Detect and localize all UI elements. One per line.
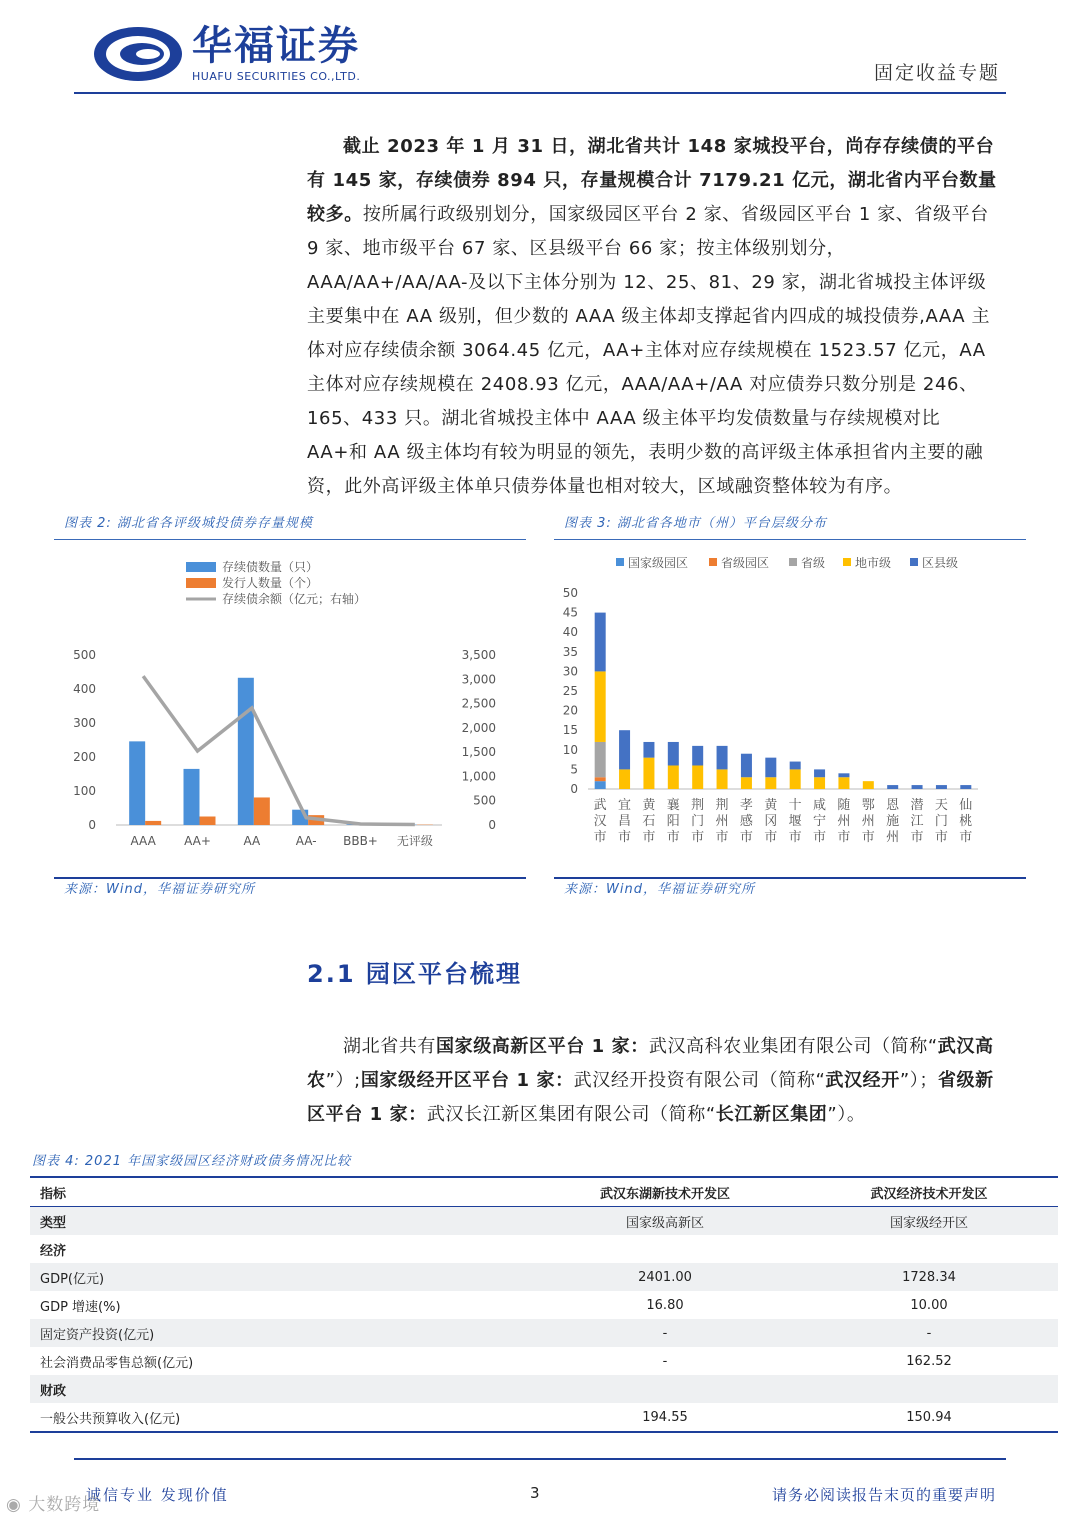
legend-label: 发行人数量（个）: [222, 576, 319, 590]
chart-city-platform-levels: [554, 545, 1026, 875]
bar-segment: [717, 746, 728, 770]
p2-bold: 武汉经开: [825, 1070, 900, 1091]
x-tick-label: 感: [739, 814, 753, 829]
table-row: [30, 1347, 1058, 1375]
table-cell: -: [662, 1353, 668, 1369]
x-tick-label: 市: [788, 830, 802, 845]
bar-segment: [668, 742, 679, 766]
table-row: [30, 1263, 1058, 1291]
bar-segment: [595, 742, 606, 777]
x-tick-label: 石: [642, 814, 656, 829]
bar: [145, 821, 161, 825]
legend-label: 地市级: [855, 556, 892, 570]
y-tick-label: 35: [562, 644, 578, 659]
table-header-row: [30, 1177, 1058, 1207]
watermark: [6, 1490, 100, 1515]
table-cell: 1728.34: [800, 1263, 1058, 1291]
x-tick-label: 宁: [813, 814, 827, 829]
legend-swatch: [186, 562, 216, 572]
x-tick-label: 市: [715, 830, 729, 845]
x-tick-label: 咸: [813, 798, 827, 813]
y-tick-label: 100: [73, 784, 96, 798]
y-tick-label: 400: [73, 682, 96, 696]
figure-2-caption: 图表 2: 湖北省各评级城投债券存量规模: [64, 516, 313, 531]
y-tick-label: 5: [570, 762, 578, 777]
bar-segment: [692, 765, 703, 789]
y-tick-label: 0: [88, 818, 96, 832]
bar-segment: [790, 762, 801, 770]
y-tick-label: 20: [562, 703, 578, 718]
bar-segment: [863, 781, 874, 789]
p2-text: ”）。: [827, 1104, 866, 1125]
bar-segment: [643, 742, 654, 758]
p2-bold: 武汉高农: [307, 1036, 994, 1091]
y-tick-label: 200: [73, 750, 96, 764]
brand-name: 华福证券: [192, 23, 360, 69]
x-tick-label: 随: [837, 798, 851, 813]
table-row: [30, 1291, 1058, 1319]
chart-rating-bond-stock: [54, 545, 526, 875]
figure-3-source: 来源：Wind，华福证券研究所: [564, 882, 755, 897]
p2-text: 武汉高科农业集团有限公司（简称“: [648, 1036, 938, 1057]
y2-tick-label: 3,000: [461, 672, 496, 687]
x-tick-label: 桃: [959, 814, 973, 829]
legend-label: 省级园区: [721, 556, 770, 570]
table-cell: [530, 1375, 800, 1403]
y2-tick-label: 500: [473, 793, 496, 808]
y-tick-label: 25: [562, 684, 578, 698]
legend-swatch: [789, 558, 797, 566]
table-cell: 2401.00: [530, 1263, 800, 1291]
x-tick-label: 市: [618, 830, 632, 845]
legend-swatch: [186, 578, 216, 588]
x-tick-label: 市: [837, 830, 851, 845]
table-cell: 150.94: [800, 1403, 1058, 1432]
table-cell-label: 社会消费品零售总额(亿元): [40, 1355, 194, 1371]
y-tick-label: 300: [73, 716, 96, 730]
bar: [254, 797, 270, 825]
bar-segment: [741, 777, 752, 789]
bar: [238, 678, 254, 825]
x-tick-label: 市: [959, 830, 973, 845]
x-tick-label: 州: [886, 830, 900, 845]
x-tick-label: 黄: [642, 798, 656, 813]
figure-3-caption: 图表 3: 湖北省各地市（州）平台层级分布: [564, 516, 827, 531]
table-cell: [800, 1375, 1058, 1403]
x-tick-label: 汉: [593, 814, 607, 829]
x-tick-label: 宜: [618, 798, 632, 813]
y-tick-label: 0: [570, 782, 578, 796]
x-tick-label: 市: [739, 830, 753, 845]
footer-divider: [74, 1458, 1006, 1460]
x-tick-label: 施: [886, 814, 900, 829]
paragraph-2: [307, 1030, 1003, 1132]
bar-segment: [595, 613, 606, 672]
y-tick-label: 50: [562, 586, 578, 600]
bar-segment: [595, 781, 606, 789]
footer-disclaimer: 请务必阅读报告末页的重要声明: [771, 1486, 996, 1504]
x-tick-label: 市: [642, 830, 656, 845]
bar-segment: [595, 777, 606, 781]
x-tick-label: 阳: [666, 814, 680, 829]
bar: [184, 769, 200, 825]
x-tick-label: 门: [934, 814, 948, 829]
p2-text: 武汉经开投资有限公司（简称“: [573, 1070, 826, 1091]
bar-segment: [790, 769, 801, 789]
x-tick-label: 荆: [715, 798, 729, 813]
x-tick-label: 冈: [764, 814, 778, 829]
y-tick-label: 500: [73, 648, 96, 662]
legend-label: 存续债余额（亿元；右轴）: [222, 592, 367, 606]
x-tick-label: 门: [691, 814, 705, 829]
bar-segment: [595, 671, 606, 742]
paragraph-1-bold: 截止 2023 年 1 月 31 日，湖北省共计 148 家城投平台，尚存存续债的平台有 145 家，存续债券 894 只，存量规模合计 7179.21 亿元，湖北省内平台数量较多。: [307, 136, 997, 225]
bar-segment: [887, 785, 898, 789]
y2-tick-label: 2,000: [461, 720, 496, 735]
y2-tick-label: 3,500: [461, 648, 496, 662]
legend-label: 区县级: [922, 556, 959, 570]
x-tick-label: BBB+: [343, 834, 378, 848]
table-cell-label: 经济: [40, 1243, 67, 1259]
bar-segment: [619, 730, 630, 769]
table-cell: [530, 1235, 800, 1263]
x-tick-label: 襄: [666, 798, 680, 813]
x-tick-label: AAA: [130, 834, 156, 848]
bar-segment: [814, 769, 825, 777]
y-tick-label: 10: [562, 742, 578, 757]
bar-segment: [912, 785, 923, 789]
p2-bold: 国家级经开区平台 1 家：: [360, 1070, 574, 1091]
paragraph-1: [307, 130, 1003, 504]
bar-segment: [717, 769, 728, 789]
x-tick-label: 孝: [739, 798, 753, 813]
table-row: [30, 1375, 1058, 1403]
p2-text: ”）;: [325, 1070, 361, 1091]
y-tick-label: 40: [562, 625, 578, 640]
brand-name-en: HUAFU SECURITIES CO.,LTD.: [192, 70, 361, 83]
table-cell-label: 一般公共预算收入(亿元): [30, 1403, 530, 1432]
x-tick-label: 市: [666, 830, 680, 845]
x-tick-label: 仙: [959, 798, 973, 813]
table-cell: 194.55: [530, 1403, 800, 1432]
bar-segment: [936, 785, 947, 789]
table-cell: -: [530, 1319, 800, 1347]
table-cell-label: GDP(亿元): [30, 1263, 530, 1291]
x-tick-label: 市: [934, 830, 948, 845]
x-tick-label: 州: [837, 814, 851, 829]
table-row: [30, 1403, 1058, 1432]
table-cell: 10.00: [910, 1297, 948, 1313]
section-title: 2.1 园区平台梳理: [307, 960, 522, 988]
footer-slogan: 诚信专业 发现价值: [86, 1486, 229, 1504]
bar-segment: [741, 754, 752, 778]
x-tick-label: 堰: [788, 814, 802, 829]
x-tick-label: 市: [861, 830, 875, 845]
legend-label: 国家级园区: [628, 556, 689, 570]
y-tick-label: 15: [562, 723, 578, 738]
table-cell-label: 类型: [30, 1207, 530, 1236]
legend-label: 省级: [801, 556, 826, 570]
table-row: [30, 1235, 1058, 1263]
x-tick-label: AA: [243, 834, 261, 848]
table-cell: 国家级高新区: [530, 1207, 800, 1236]
figure-2-source: 来源：Wind，华福证券研究所: [64, 882, 255, 897]
x-tick-label: 江: [910, 814, 924, 829]
x-tick-label: 市: [764, 830, 778, 845]
table-cell-label: 财政: [30, 1375, 530, 1403]
x-tick-label: 昌: [618, 814, 632, 829]
page-number: 3: [530, 1484, 540, 1502]
table-header-cell: 武汉东湖新技术开发区: [530, 1177, 800, 1207]
x-tick-label: 鄂: [861, 798, 875, 813]
bar-segment: [619, 769, 630, 789]
table-cell: -: [800, 1319, 1058, 1347]
bar-segment: [814, 777, 825, 789]
x-tick-label: 市: [813, 830, 827, 845]
legend-label: 存续债数量（只）: [222, 560, 319, 574]
legend-swatch: [843, 558, 851, 566]
x-tick-label: 市: [910, 830, 924, 845]
table-4-caption: 图表 4: 2021 年国家级园区经济财政债务情况比较: [32, 1154, 352, 1169]
x-tick-label: 黄: [764, 798, 778, 813]
x-tick-label: 武: [593, 798, 607, 813]
p2-bold: 国家级高新区平台 1 家：: [436, 1036, 649, 1057]
figure-3-top-rule: [554, 539, 1026, 540]
bar-segment: [765, 758, 776, 778]
x-tick-label: 十: [788, 798, 802, 813]
table-cell: [800, 1235, 1058, 1263]
watermark-text: 大数跨境: [28, 1495, 101, 1515]
paragraph-1-body: 按所属行政级别划分，国家级园区平台 2 家、省级园区平台 1 家、省级平台 9 家、地市级平台 67 家、区县级平台 66 家；按主体级别划分，AAA/AA+/AA/AA-及以下主体分别为 12、25、81、29 家，湖北省城投主体评级主要集中在 AA 级别，但少数的 AAA 级主体却支撑起省内四成的城投债券,AAA 主体对应存续债余额 3064.45 亿元，AA+主体对应存续规模在 1523.57 亿元，AA 主体对应存续规模在 2408.93 亿元，AAA/AA+/AA 对应债券只数分别是 246、165、433 只。湖北省城投主体中 AAA 级主体平均发债数量与存续规模对比 AA+和 AA 级主体均有较为明显的领先，表明少数的高评级主体承担省内主要的融资，此外高评级主体单只债券体量也相对较大，区域融资整体较为有序。: [307, 204, 991, 497]
x-tick-label: 潜: [910, 798, 924, 813]
y2-tick-label: 2,500: [461, 696, 496, 711]
x-tick-label: AA-: [295, 834, 317, 848]
p2-bold: 长江新区集团: [715, 1104, 828, 1125]
p2-text: 武汉长江新区集团有限公司（简称“: [426, 1104, 716, 1125]
x-tick-label: 市: [593, 830, 607, 845]
bar-segment: [838, 777, 849, 789]
table-header-cell: 指标: [30, 1177, 530, 1207]
table-header-cell: 武汉经济技术开发区: [800, 1177, 1058, 1207]
bar: [129, 741, 145, 825]
legend-swatch: [910, 558, 918, 566]
table-row: [30, 1207, 1058, 1236]
figure-2-top-rule: [54, 539, 526, 540]
x-tick-label: 无评级: [396, 834, 433, 848]
y2-tick-label: 1,500: [461, 745, 496, 760]
p2-text: 湖北省共有: [343, 1036, 436, 1057]
huafu-logo-icon: [92, 24, 184, 84]
table-cell-label: GDP 增速(%): [40, 1299, 121, 1315]
y2-tick-label: 0: [488, 818, 496, 832]
legend-swatch: [709, 558, 717, 566]
table-cell-label: 固定资产投资(亿元): [30, 1319, 530, 1347]
bar-segment: [668, 765, 679, 789]
legend-swatch: [616, 558, 624, 566]
x-tick-label: AA+: [184, 834, 211, 848]
y-tick-label: 30: [562, 664, 578, 679]
table-cell: 16.80: [646, 1297, 684, 1313]
bar-segment: [838, 773, 849, 777]
table-4: [30, 1176, 1058, 1433]
bar-segment: [960, 785, 971, 789]
bar-segment: [765, 777, 776, 789]
x-tick-label: 荆: [691, 798, 705, 813]
y2-tick-label: 1,000: [461, 769, 496, 784]
x-tick-label: 州: [715, 814, 729, 829]
x-tick-label: 恩: [886, 798, 900, 813]
bar: [200, 817, 216, 826]
header-divider: [74, 92, 1006, 94]
p2-bold: 省级新区平台 1 家：: [307, 1070, 994, 1125]
report-type: 固定收益专题: [873, 62, 1000, 84]
x-tick-label: 市: [691, 830, 705, 845]
table-row: [30, 1319, 1058, 1347]
bar-segment: [692, 746, 703, 766]
y-tick-label: 45: [562, 605, 578, 620]
weibo-icon: ◉: [6, 1495, 29, 1515]
x-tick-label: 天: [934, 798, 948, 813]
bar-segment: [643, 758, 654, 789]
p2-text: ”）；: [899, 1070, 938, 1091]
x-tick-label: 州: [861, 814, 875, 829]
table-cell: 国家级经开区: [800, 1207, 1058, 1236]
table-cell: 162.52: [906, 1353, 952, 1369]
